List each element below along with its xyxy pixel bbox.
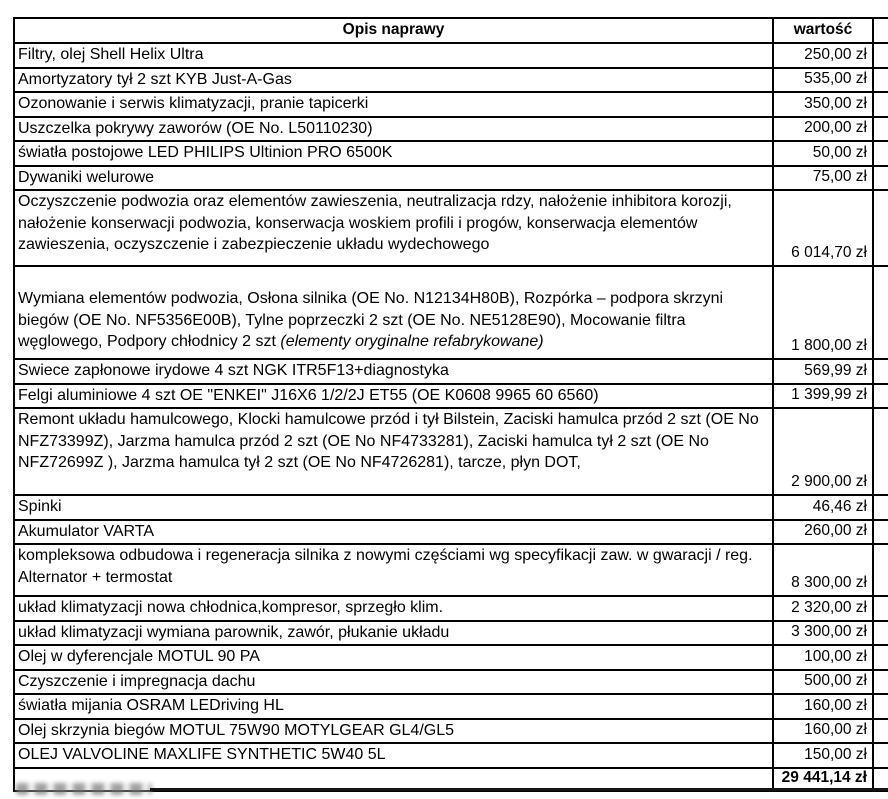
repair-description-text: Spinki xyxy=(18,498,62,515)
repair-description-cell xyxy=(14,408,773,495)
column-header-wartosc: wartość xyxy=(773,18,873,43)
repair-description-text: Amortyzatory tył 2 szt KYB Just-A-Gas xyxy=(18,70,292,88)
table-edge-spacer-cell xyxy=(873,544,888,596)
table-edge-spacer-cell xyxy=(873,68,888,93)
repair-value-cell: 75,00 zł xyxy=(773,166,873,191)
repair-value-cell: 535,00 zł xyxy=(773,68,873,93)
table-edge-spacer-cell xyxy=(873,645,888,670)
repair-description-cell xyxy=(14,621,773,646)
table-row xyxy=(14,544,888,596)
blurred-watermark xyxy=(16,783,152,795)
repair-value-cell: 6 014,70 zł xyxy=(773,190,873,266)
repair-value-cell: 569,99 zł xyxy=(773,359,873,384)
repair-value-cell: 200,00 zł xyxy=(773,117,873,142)
table-row xyxy=(14,719,888,744)
repair-description-cell xyxy=(14,43,773,68)
repair-costs-table xyxy=(13,17,888,792)
table-edge-spacer-cell xyxy=(873,670,888,695)
repair-description-italic-text: (elementy oryginalne refabrykowane) xyxy=(280,333,544,350)
table-row xyxy=(14,92,888,117)
table-edge-spacer-cell xyxy=(873,596,888,621)
table-edge-spacer-cell xyxy=(873,495,888,520)
repair-value-cell: 2 900,00 zł xyxy=(773,408,873,495)
repair-description-text: Czyszczenie i impregnacja dachu xyxy=(18,672,256,690)
repair-value-cell: 160,00 zł xyxy=(773,694,873,719)
repair-description-text: Felgi aluminiowe 4 szt OE "ENKEI" J16X6 1/2/2J ET55 (OE K0608 9965 60 6560) xyxy=(18,386,599,404)
table-row xyxy=(14,43,888,68)
repair-description-text: światła postojowe LED PHILIPS Ultinion PRO 6500K xyxy=(18,144,393,161)
repair-description-cell xyxy=(14,544,773,596)
table-edge-spacer-cell xyxy=(873,359,888,384)
repair-description-text: Olej skrzynia biegów MOTUL 75W90 MOTYLGEAR GL4/GL5 xyxy=(18,721,454,739)
repair-description-cell xyxy=(14,719,773,744)
repair-table-header xyxy=(14,18,888,43)
repair-description-text: światła mijania OSRAM LEDriving HL xyxy=(18,697,284,714)
header-row xyxy=(14,18,888,43)
repair-value-cell: 260,00 zł xyxy=(773,520,873,545)
repair-table-body xyxy=(14,43,888,768)
repair-description-cell xyxy=(14,645,773,670)
repair-description-cell xyxy=(14,596,773,621)
repair-value-cell: 500,00 zł xyxy=(773,670,873,695)
repair-description-text: Wymiana elementów podwozia, Osłona silnika (OE No. N12134H80B), Rozpórka – podpora skrzyni biegów (OE No. NF5356E00B), Tylne poprzeczki 2 szt (OE No. NE5128E90), Mocowanie filtra węglowego, Podpory chłodnicy 2 szt xyxy=(18,290,724,350)
repair-value-cell: 150,00 zł xyxy=(773,743,873,768)
table-row xyxy=(14,520,888,545)
table-row xyxy=(14,359,888,384)
repair-value-cell: 3 300,00 zł xyxy=(773,621,873,646)
repair-description-cell xyxy=(14,166,773,191)
repair-value-cell: 1 399,99 zł xyxy=(773,384,873,409)
table-row xyxy=(14,384,888,409)
repair-description-cell xyxy=(14,92,773,117)
repair-description-text: Remont układu hamulcowego, Klocki hamulcowe przód i tył Bilstein, Zaciski hamulca przód 2 szt (OE No NFZ73399Z), Jarzma hamulca przód 2 szt (OE No NF4733281), Zaciski hamulca tył 2 szt (OE No NFZ72699Z ), Jarzma hamulca tył 2 szt (OE No NF4726281), tarcze, płyn DOT, xyxy=(18,411,759,471)
repair-description-cell xyxy=(14,190,773,266)
table-edge-spacer-cell xyxy=(873,719,888,744)
repair-value-cell: 1 800,00 zł xyxy=(773,266,873,359)
table-edge-spacer-cell xyxy=(873,266,888,359)
repair-description-cell xyxy=(14,520,773,545)
table-edge-spacer-cell xyxy=(873,520,888,545)
table-edge-spacer-cell xyxy=(873,43,888,68)
bottom-divider-line xyxy=(150,788,888,791)
table-edge-spacer-cell xyxy=(873,166,888,191)
repair-description-text: Akumulator VARTA xyxy=(18,522,155,540)
repair-description-cell xyxy=(14,117,773,142)
repair-description-text: Oczyszczenie podwozia oraz elementów zawieszenia, neutralizacja rdzy, nałożenie inhibitora korozji, nałożenie konserwacji podwozia, konserwacja woskiem profili i progów, konserwacja elementów zawieszenia, oczyszczenie i zabezpieczenie układu wydechowego xyxy=(18,193,732,253)
repair-description-cell xyxy=(14,359,773,384)
repair-value-cell: 2 320,00 zł xyxy=(773,596,873,621)
repair-description-text: Olej w dyferencjale MOTUL 90 PA xyxy=(18,648,260,665)
table-edge-spacer-cell xyxy=(873,743,888,768)
repair-description-cell xyxy=(14,141,773,166)
table-edge-spacer-cell xyxy=(873,92,888,117)
repair-description-cell xyxy=(14,495,773,520)
table-edge-spacer-cell xyxy=(873,141,888,166)
repair-description-text: OLEJ VALVOLINE MAXLIFE SYNTHETIC 5W40 5L xyxy=(18,746,386,763)
table-edge-spacer-cell xyxy=(873,117,888,142)
table-row xyxy=(14,266,888,359)
table-row xyxy=(14,408,888,495)
repair-description-cell xyxy=(14,743,773,768)
repair-description-text: układ klimatyzacji wymiana parownik, zawór, płukanie układu xyxy=(18,623,450,641)
column-header-opis-naprawy: Opis naprawy xyxy=(14,18,773,43)
repair-description-text: Filtry, olej Shell Helix Ultra xyxy=(18,46,204,63)
table-row xyxy=(14,694,888,719)
table-edge-spacer-cell xyxy=(873,408,888,495)
total-value-cell: 29 441,14 zł xyxy=(773,768,873,791)
table-row xyxy=(14,670,888,695)
repair-description-cell xyxy=(14,670,773,695)
table-edge-spacer-cell xyxy=(873,621,888,646)
repair-description-text: Ozonowanie i serwis klimatyzacji, pranie tapicerki xyxy=(18,95,369,112)
repair-value-cell: 350,00 zł xyxy=(773,92,873,117)
repair-value-cell: 160,00 zł xyxy=(773,719,873,744)
table-row xyxy=(14,645,888,670)
table-row xyxy=(14,621,888,646)
table-edge-spacer-cell xyxy=(873,18,888,43)
repair-value-cell: 8 300,00 zł xyxy=(773,544,873,596)
repair-value-cell: 50,00 zł xyxy=(773,141,873,166)
table-edge-spacer-cell xyxy=(873,190,888,266)
table-row xyxy=(14,166,888,191)
table-edge-spacer-cell xyxy=(873,384,888,409)
table-row xyxy=(14,190,888,266)
repair-description-text: Swiece zapłonowe irydowe 4 szt NGK ITR5F13+diagnostyka xyxy=(18,362,449,379)
repair-value-cell: 250,00 zł xyxy=(773,43,873,68)
table-edge-spacer-cell xyxy=(873,694,888,719)
repair-description-text: układ klimatyzacji nowa chłodnica,kompresor, sprzegło klim. xyxy=(18,599,444,616)
repair-description-cell xyxy=(14,384,773,409)
repair-value-cell: 46,46 zł xyxy=(773,495,873,520)
table-row xyxy=(14,141,888,166)
repair-description-cell xyxy=(14,694,773,719)
repair-description-text: kompleksowa odbudowa i regeneracja silnika z nowymi częściami wg specyfikacji zaw. w gwaracji / reg. Alternator + termostat xyxy=(18,547,753,586)
table-row xyxy=(14,743,888,768)
repair-description-cell xyxy=(14,68,773,93)
repair-value-cell: 100,00 zł xyxy=(773,645,873,670)
repair-description-text: Uszczelka pokrywy zaworów (OE No. L50110230) xyxy=(18,119,373,137)
table-row xyxy=(14,68,888,93)
table-row xyxy=(14,117,888,142)
repair-description-cell xyxy=(14,266,773,359)
table-row xyxy=(14,495,888,520)
table-row xyxy=(14,596,888,621)
repair-description-text: Dywaniki welurowe xyxy=(18,168,155,186)
